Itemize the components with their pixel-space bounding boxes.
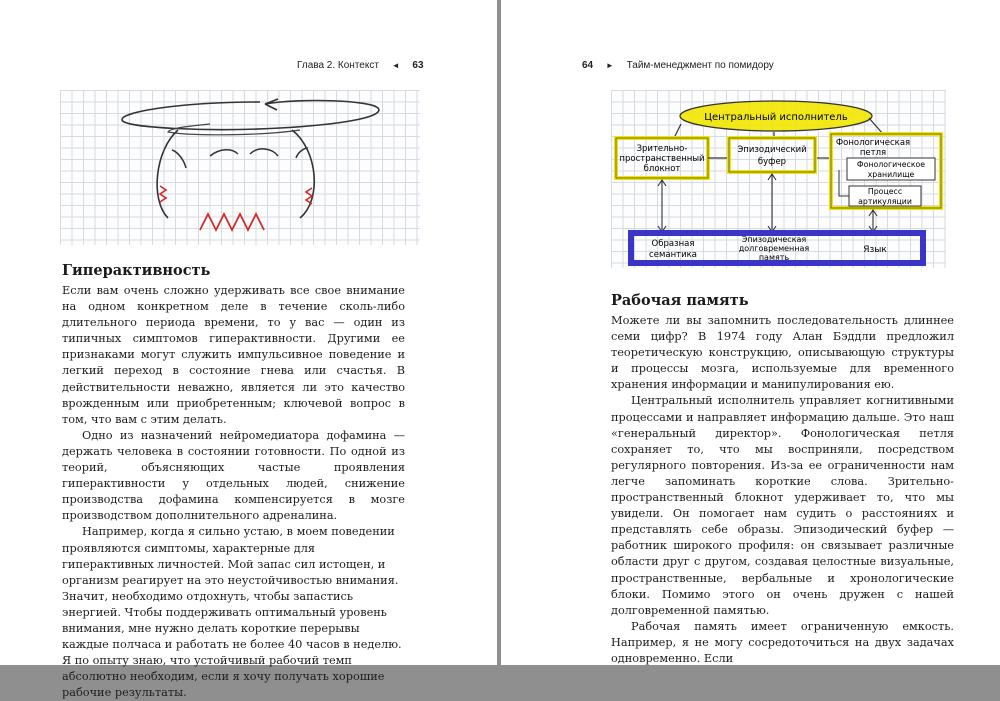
visuospatial-label-3: блокнот <box>643 164 681 174</box>
paragraph: Если вам очень сложно удерживать все свое внимание на одном конкретном деле в течение сколь-либо длительного периода времени, то у вас — один из типичных симптомов гиперактивности. Другими ее признаками могут служить импульсивное поведение и легкий переход в состояние гнева или счастья. В действительности неважно, является ли это качество врожденным или приобретенным; ключевой вопрос в том, что вам с этим делать. <box>62 284 405 426</box>
arrow-icon <box>265 99 278 110</box>
face-outline-left <box>157 130 178 218</box>
phonological-loop-label-2: петля <box>859 148 887 158</box>
double-arrow-icon <box>869 210 877 232</box>
paragraph: Например, когда я сильно устаю, в моем поведении проявляются симптомы, характерные для гиперактивных личностей. Мой запас сил истощен, и организм реагирует на это неустойчивостью внимания. Значит, необходимо отдохнуть, чтобы запастись энергией. Чтобы поддерживать оптимальный уровень внимания, мне нужно делать короткие перерывы каждые полчаса и работать не более 40 часов в неделю. Я по опыту знаю, что устойчивый рабочий темп абсолютно необходим, если я хочу получать хорошие рабочие результаты. <box>62 525 402 700</box>
chapter-title: Глава 2. Контекст <box>297 60 379 71</box>
phonological-store-label-1: Фонологическое <box>856 160 926 169</box>
paragraph: Можете ли вы запомнить последовательность длиннее семи цифр? В 1974 году Алан Бэддли предложил теоретическую конструкцию, описывающую структуры и процессы мозга, используемые для временного хранения информации и манипулирования ею. <box>611 314 954 392</box>
section-heading-working-memory: Рабочая память <box>611 292 749 309</box>
section-heading-hyperactivity: Гиперактивность <box>62 262 211 279</box>
visual-semantics-label-2: семантика <box>649 250 697 260</box>
central-executive-label: Центральный исполнитель <box>704 112 848 123</box>
page-number-left: 63 <box>412 60 424 71</box>
visuospatial-label-2: пространственный <box>619 154 705 164</box>
episodic-buffer-label-1: Эпизодический <box>737 145 807 155</box>
double-arrow-icon <box>658 180 666 232</box>
brow-center-left <box>210 150 238 156</box>
brow-left <box>172 150 186 168</box>
language-label: Язык <box>863 245 887 255</box>
episodic-ltm-label-1: Эпизодическая <box>741 235 807 244</box>
memory-model-sketch <box>611 90 946 268</box>
visual-semantics-label-1: Образная <box>651 239 695 249</box>
left-page <box>0 0 497 700</box>
face-sketch <box>60 90 420 245</box>
working-memory-diagram <box>611 90 946 268</box>
left-body-text <box>62 283 405 701</box>
brow-center-right <box>250 149 278 156</box>
phonological-loop-label-1: Фонологическая <box>835 138 911 148</box>
right-body-text <box>611 313 954 667</box>
phonological-store-label-2: хранилище <box>867 170 915 179</box>
episodic-buffer-label-2: буфер <box>757 157 787 167</box>
hyperactive-face-illustration <box>60 90 420 245</box>
running-head-right <box>582 60 774 71</box>
paragraph: Центральный исполнитель управляет когнитивными процессами и направляет информацию дальше. Это наш «генеральный директор». Фонологическая петля сохраняет то, что мы восприняли, посредством регулярного повторения. Из-за ее ограниченности нам легче запоминать короткие слова. Зрительно-пространственный блокнот удерживает то, что мы увидели. Он помогает нам судить о расстояниях и представлять себе образы. Эпизодический буфер — работник широкого профиля: он связывает различные области друг с другом, создавая целостные визуальные, пространственные, вербальные и хронологические блоки. Помимо этого он очень дружен с нашей долговременной памятью. <box>611 394 954 617</box>
paragraph: Одно из назначений нейромедиатора дофамина — держать человека в состоянии готовности. По одной из теорий, объясняющих частые проявления гиперактивности у отдельных людей, снижение производства дофамина компенсируется в мозге производством дополнительного адреналина. <box>62 428 405 523</box>
cheek-zigzag-left <box>160 186 166 202</box>
right-page <box>501 0 1000 665</box>
articulation-label-1: Процесс <box>867 187 903 196</box>
paragraph: Рабочая память имеет ограниченную емкость. Например, я не могу сосредоточиться на двух задачах одновременно. Если <box>611 619 954 665</box>
page-number-right: 64 <box>582 60 594 71</box>
right-arrow-marker: ► <box>605 61 614 70</box>
face-outline-right <box>292 130 314 218</box>
jagged-mouth <box>200 214 264 230</box>
double-arrow-icon <box>768 174 776 232</box>
visuospatial-label-1: Зрительно- <box>636 144 688 154</box>
articulation-label-2: артикуляции <box>858 197 912 206</box>
brow-right <box>296 148 308 158</box>
book-title: Тайм-менеджмент по помидору <box>626 60 774 71</box>
running-head-left <box>297 60 424 71</box>
halo-loop <box>122 101 379 130</box>
left-arrow-marker: ◄ <box>391 61 400 70</box>
episodic-ltm-label-3: память <box>758 253 790 262</box>
episodic-ltm-label-2: долговременная <box>738 244 810 253</box>
